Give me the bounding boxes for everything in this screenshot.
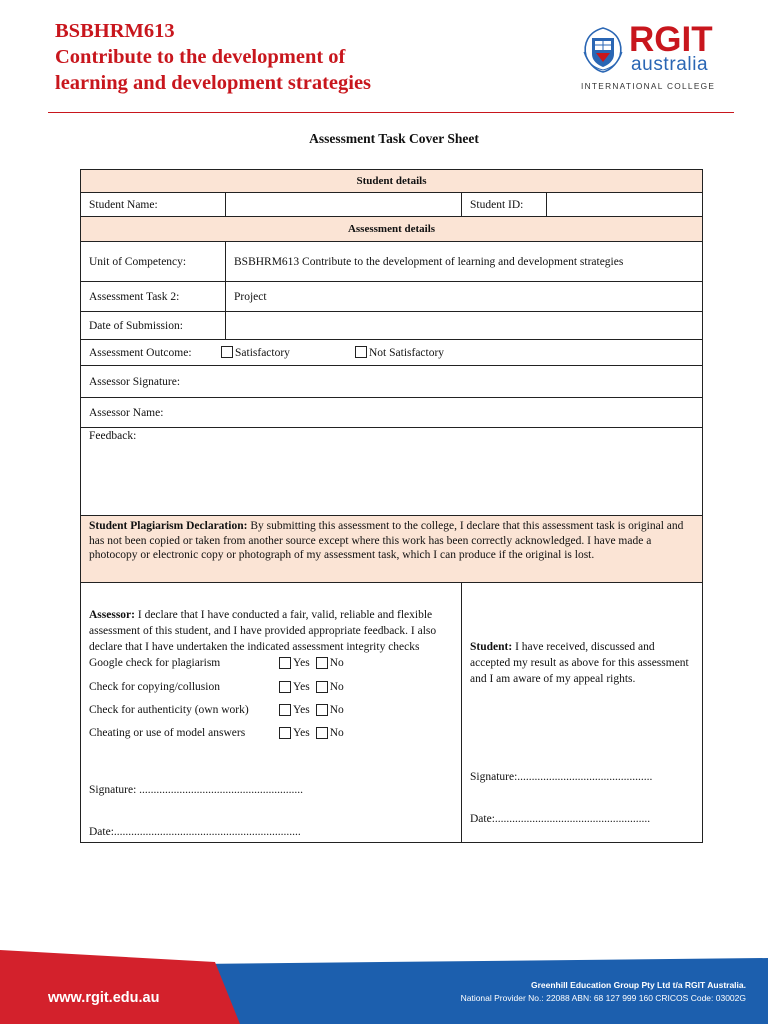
student-details-heading: Student details: [81, 170, 703, 193]
cover-sheet-table: [80, 169, 703, 843]
integrity-check-row: [89, 698, 453, 721]
integrity-check-row: [89, 675, 453, 698]
unit-title-line1: Contribute to the development of: [55, 46, 346, 68]
check-label: Cheating or use of model answers: [89, 726, 246, 739]
check-no-checkbox[interactable]: [316, 704, 328, 716]
check-yes-label: Yes: [293, 657, 310, 669]
footer-company: Greenhill Education Group Pty Ltd t/a RGIT Australia.: [530, 980, 746, 990]
date-of-submission-field[interactable]: [226, 312, 703, 340]
assessment-task-value: Project: [226, 282, 703, 312]
unit-title-line2: learning and development strategies: [55, 72, 372, 94]
footer-provider-info: National Provider No.: 22088 ABN: 68 127 999 160 CRICOS Code: 03002G: [460, 993, 746, 1003]
not-satisfactory-checkbox[interactable]: [355, 346, 367, 358]
check-no-label: No: [329, 680, 344, 693]
check-no-label: No: [329, 657, 344, 669]
assessor-name-field[interactable]: [81, 398, 703, 428]
check-yes-label: Yes: [293, 726, 310, 739]
assessor-declaration: [89, 607, 453, 655]
assessment-outcome-row: [81, 340, 703, 366]
check-label: Check for copying/collusion: [89, 680, 220, 693]
check-no-label: No: [329, 703, 344, 716]
student-id-label: Student ID:: [462, 193, 547, 217]
rgit-logo: [578, 20, 738, 96]
header-divider: [48, 112, 734, 113]
check-no-checkbox[interactable]: [316, 727, 328, 739]
assessment-outcome-label: Assessment Outcome:: [89, 347, 192, 359]
feedback-label: Feedback:: [89, 430, 137, 442]
check-yes-checkbox[interactable]: [279, 704, 291, 716]
not-satisfactory-label: Not Satisfactory: [369, 347, 445, 359]
assessment-task-label: Assessment Task 2:: [81, 282, 226, 312]
check-label: Check for authenticity (own work): [89, 703, 249, 716]
plagiarism-declaration: [81, 516, 703, 583]
assessor-signature-line[interactable]: Signature: .........................................................: [89, 784, 304, 796]
footer-blue-band: [195, 958, 768, 1024]
assessor-signature-label: Assessor Signature:: [89, 375, 181, 388]
plagiarism-heading: Student Plagiarism Declaration:: [89, 520, 248, 532]
student-declaration: [470, 639, 694, 687]
assessor-date-line[interactable]: Date:.................................................................: [89, 826, 301, 838]
assessment-details-heading: Assessment details: [81, 217, 703, 242]
check-yes-label: Yes: [293, 680, 310, 693]
page-footer: [0, 950, 768, 1024]
satisfactory-label: Satisfactory: [235, 347, 290, 359]
assessor-name-label: Assessor Name:: [89, 406, 164, 419]
student-declaration-cell: [462, 583, 703, 843]
student-text: I have received, discussed and accepted my result as above for this assessment and I am aware of my appeal rights.: [470, 641, 689, 685]
date-of-submission-label: Date of Submission:: [81, 312, 226, 340]
feedback-field[interactable]: [81, 428, 703, 516]
integrity-check-row: [89, 655, 453, 671]
unit-code: BSBHRM613: [55, 20, 175, 42]
unit-of-competency-label: Unit of Competency:: [81, 242, 226, 282]
rgit-emblem-icon: [578, 26, 628, 74]
integrity-check-row: [89, 721, 453, 744]
logo-tagline: INTERNATIONAL COLLEGE: [581, 81, 716, 91]
check-yes-checkbox[interactable]: [279, 681, 291, 693]
assessor-text: I declare that I have conducted a fair, valid, reliable and flexible assessment of this student, and I have provided appropriate feedback. I also declare that I have undertaken the indicated assessment integrity checks: [89, 609, 437, 653]
student-id-field[interactable]: [547, 193, 703, 217]
document-title: Assessment Task Cover Sheet: [309, 131, 479, 146]
student-name-field[interactable]: [226, 193, 462, 217]
check-no-checkbox[interactable]: [316, 657, 328, 669]
logo-subtitle: australia: [631, 54, 709, 75]
check-yes-label: Yes: [293, 703, 310, 716]
student-date-line[interactable]: Date:......................................................: [470, 813, 651, 825]
student-heading: Student:: [470, 641, 513, 653]
check-yes-checkbox[interactable]: [279, 727, 291, 739]
check-no-label: No: [329, 726, 344, 739]
unit-of-competency-value: BSBHRM613 Contribute to the development of learning and development strategies: [226, 242, 703, 282]
student-name-label: Student Name:: [81, 193, 226, 217]
assessor-declaration-cell: [81, 583, 462, 843]
satisfactory-checkbox[interactable]: [221, 346, 233, 358]
assessor-heading: Assessor:: [89, 609, 135, 621]
logo-wordmark: RGIT: [629, 20, 713, 59]
assessor-signature-field[interactable]: [81, 366, 703, 398]
unit-title: [55, 18, 535, 96]
footer-red-band: [0, 950, 240, 1024]
check-label: Google check for plagiarism: [89, 657, 221, 669]
footer-website-link[interactable]: www.rgit.edu.au: [48, 990, 160, 1006]
plagiarism-text: By submitting this assessment to the college, I declare that this assessment task is original and has not been copied or taken from another source except where this work has been correctly acknowledged. I have made a photocopy or electronic copy or photograph of my assessment task, which I can produce if the original is lost.: [89, 520, 684, 561]
check-yes-checkbox[interactable]: [279, 657, 291, 669]
student-signature-line[interactable]: Signature:...............................................: [470, 771, 653, 783]
check-no-checkbox[interactable]: [316, 681, 328, 693]
